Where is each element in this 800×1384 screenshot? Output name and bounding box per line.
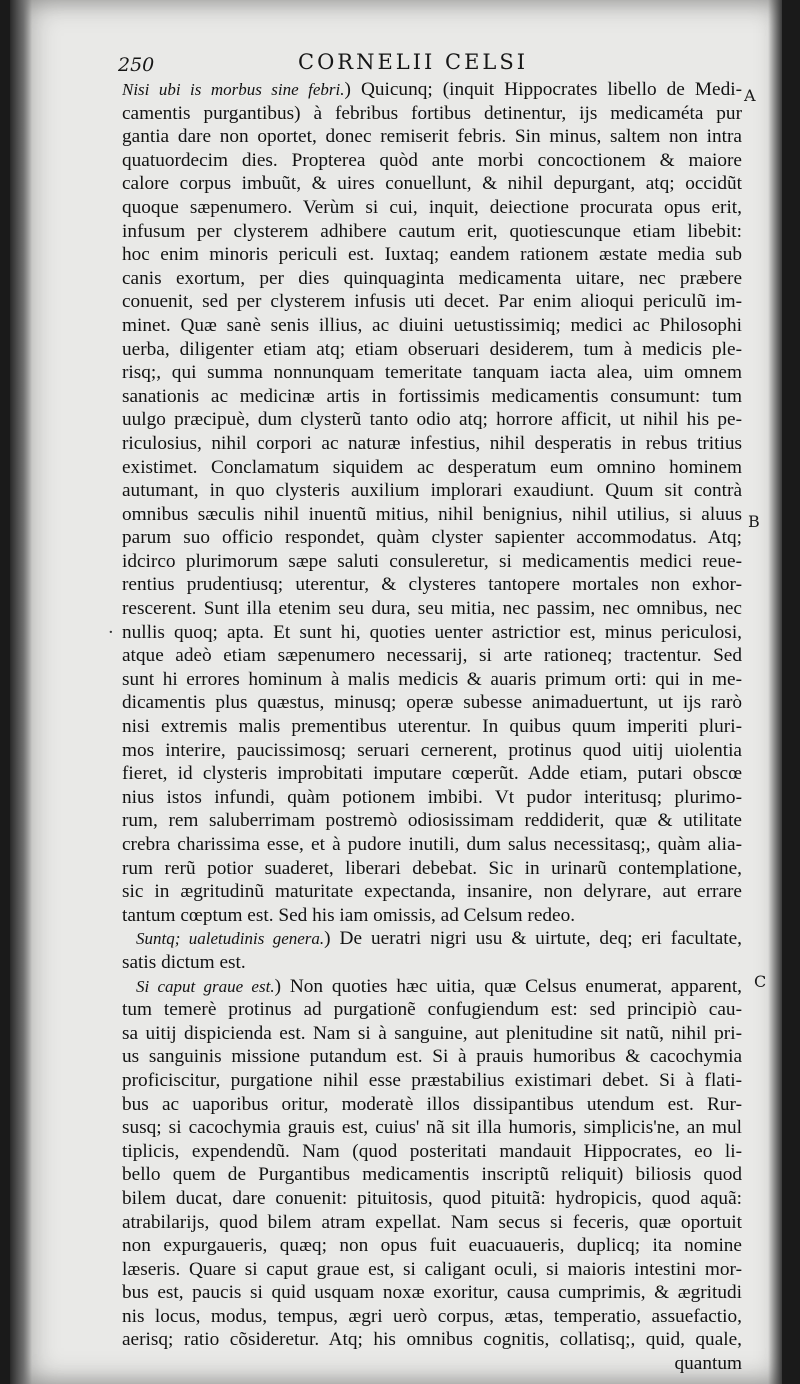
binding-gutter-shadow <box>10 0 32 1384</box>
lemma: Suntq; ualetudinis genera. <box>136 929 325 949</box>
margin-letter-c: C <box>754 972 767 991</box>
margin-letter-b: B <box>748 512 760 531</box>
text-line <box>122 503 742 527</box>
line-text: sa uitij dispicienda est. Nam si à sanguine, aut plenitudine sit natũ, nihil pri- <box>122 1022 742 1044</box>
line-text: omnibus sæculis nihil inuentũ mitius, nihil benignius, nihil utilius, si aluus <box>122 503 742 525</box>
margin-letter-a: A <box>744 86 756 105</box>
text-line <box>122 102 742 126</box>
text-line <box>122 149 742 173</box>
line-text: sunt hi errores hominum à malis medicis & auaris primum orti: qui in me- <box>122 668 742 690</box>
catchword: quantum <box>674 1353 742 1375</box>
line-text: bilem ducat, dare conuenit: pituitosis, quod pituitã: hydropicis, quod aquã: <box>122 1187 742 1209</box>
line-text: susq; si cacochymia grauis est, cuius' nã sit illa humoris, simplicis'ne, an mul <box>122 1117 742 1139</box>
line-text: existimet. Conclamatum siquidem ac desperatum eum omnino hominem <box>122 456 742 478</box>
line-text: gantia dare non oportet, donec remiserit febris. Sin minus, saltem non intra <box>122 126 742 148</box>
text-line <box>122 432 742 456</box>
line-text: minet. Quæ sanè senis illius, ac diuini uetustissimiq; medici ac Philosophi <box>122 314 742 336</box>
text-line <box>122 715 742 739</box>
line-text: sic in ægritudinũ maturitate expectanda, insanire, non delyrare, aut errare <box>122 881 742 903</box>
text-line <box>122 691 742 715</box>
line-text: canis exortum, per dies quinquaginta medicamenta uitare, nec præbere <box>122 267 742 289</box>
line-text: ) Non quoties hæc uitia, quæ Celsus enumerat, apparent, <box>274 975 742 997</box>
text-line <box>122 1140 742 1164</box>
text-line <box>122 1328 742 1352</box>
line-text: tiplicis, expendendũ. Nam (quod posteritati mandauit Hippocrates, eo li- <box>122 1140 742 1162</box>
text-line <box>122 573 742 597</box>
running-title: CORNELII CELSI <box>298 50 529 74</box>
text-line <box>122 857 742 881</box>
running-head <box>118 48 748 78</box>
text-line <box>122 951 742 975</box>
line-text: nisi extremis malis prementibus uterentur. In quibus quum imperiti pluri- <box>122 716 742 738</box>
line-text: camentis purgantibus) à febribus fortibus detinentur, ijs medicaméta pur <box>122 102 742 124</box>
line-text: sanationis ac medicinæ artis in fortissimis medicamentis consumunt: tum <box>122 385 742 407</box>
text-line <box>122 927 742 951</box>
text-line <box>122 786 742 810</box>
text-line <box>122 243 742 267</box>
text-line <box>122 220 742 244</box>
text-line <box>122 361 742 385</box>
text-line <box>122 1116 742 1140</box>
margin-mark: · <box>108 622 114 643</box>
text-line <box>122 1022 742 1046</box>
text-line <box>122 1258 742 1282</box>
line-text: fieret, id clysteris improbitati imputare cœperũt. Adde etiam, putari obscœ <box>122 763 742 785</box>
book-page <box>10 0 782 1384</box>
line-text: ) De ueratri nigri usu & uirtute, deq; eri facultate, <box>324 928 742 950</box>
line-text: nius istos infundi, quàm potionem imbibi. Vt pudor interitusq; plurimo- <box>122 786 742 808</box>
text-line <box>122 1045 742 1069</box>
line-text: læseris. Quare si caput graue est, si caligant oculi, si maioris intestini mor- <box>122 1258 742 1280</box>
line-text: atrabilarijs, quod bilem atram expellat. Nam secus si feceris, quæ oportuit <box>122 1211 742 1233</box>
line-text: idcirco plurimorum sæpe saluti consuleretur, si medicamentis medici reue- <box>122 550 742 572</box>
page-number: 250 <box>118 54 155 76</box>
text-line <box>122 479 742 503</box>
text-line <box>122 267 742 291</box>
line-text: uulgo præcipuè, dum clysterũ tanto odio atq; horrore afficit, ut nihil his pe- <box>122 409 742 431</box>
text-line <box>122 172 742 196</box>
text-line <box>122 880 742 904</box>
text-line <box>122 526 742 550</box>
line-text: bus est, paucis si quid usquam noxæ exoritur, causa cumprimis, & ægritudi <box>122 1282 742 1304</box>
line-text: bus ac uaporibus oritur, moderatè illos dissipantibus utendum est. Rur- <box>122 1093 742 1115</box>
lemma: Nisi ubi is morbus sine febri. <box>122 80 345 99</box>
line-text: rum, rem saluberrimam postremò odiosissimam reddiderit, quæ & utilitate <box>122 810 742 832</box>
line-text: nullis quoq; apta. Et sunt hi, quoties uenter astrictior est, minus periculosi, <box>122 621 742 643</box>
text-line <box>122 1234 742 1258</box>
text-line <box>122 78 742 102</box>
line-text: rescerent. Sunt illa etenim seu dura, seu mitia, nec passim, nec omnibus, nec <box>122 598 742 620</box>
text-line <box>122 762 742 786</box>
text-line <box>122 1281 742 1305</box>
line-text: rentius prudentiusq; uterentur, & clysteres tantopere mortales non exhor- <box>122 574 742 596</box>
text-line <box>122 385 742 409</box>
line-text: parum suo officio respondet, quàm clyster sapienter accommodatus. Atq; <box>122 527 742 549</box>
line-text: hoc enim minoris periculi est. Iuxtaq; eandem rationem æstate media sub <box>122 244 742 266</box>
line-text: nis locus, modus, tempus, ægri uerò corpus, ætas, temperatio, assuefactio, <box>122 1305 742 1327</box>
text-line <box>122 408 742 432</box>
line-text: risq;, qui summa nonnunquam temeritate tanquam iacta alea, uim omnem <box>122 362 742 384</box>
line-text: bello quem de Purgantibus medicamentis inscriptũ reliquit) biliosis quod <box>122 1164 742 1186</box>
text-line <box>122 338 742 362</box>
line-text: mos interire, paucissimosq; seruari cernerent, protinus quod uitij uiolentia <box>122 739 742 761</box>
line-text: calore corpus imbuũt, & uires conuellunt, & nihil depurgant, atq; occidũt <box>122 173 742 195</box>
line-text: aerisq; ratio cõsideretur. Atq; his omnibus cognitis, collatisq;, quid, quale, <box>122 1329 742 1351</box>
text-line <box>122 1305 742 1329</box>
line-text: tantum cœptum est. Sed his iam omissis, ad Celsum redeo. <box>122 904 576 926</box>
line-text: proficiscitur, purgatione nihil esse præstabilius existimari debet. Si à flati- <box>122 1069 742 1091</box>
line-text: autumant, in quo clysteris auxilium implorari exaudiunt. Quum sit contrà <box>122 480 742 502</box>
line-text: conuenit, sed per clysterem infusis uti decet. Par enim alioqui periculũ im- <box>122 291 742 313</box>
line-text: dicamentis plus quæstus, minusq; operæ subesse animaduertunt, ut ijs rarò <box>122 692 742 714</box>
line-text: atque adeò etiam sæpenumero necessarij, si arte rationeq; tractentur. Sed <box>122 645 742 667</box>
text-line <box>122 125 742 149</box>
text-line <box>122 456 742 480</box>
line-text: riculosius, nihil corpori ac naturæ infestius, nihil desperatis in rebus tritius <box>122 432 742 454</box>
text-line <box>122 1069 742 1093</box>
text-line <box>122 904 742 928</box>
line-text: us sanguinis missione putandum est. Si à prauis humoribus & cacochymia <box>122 1046 742 1068</box>
line-text: rum rerũ potior suaderet, liberari debebat. Sic in urinarũ contemplatione, <box>122 857 742 879</box>
text-line <box>122 998 742 1022</box>
page-edge-shadow <box>768 0 782 1384</box>
line-text: quoque sæpenumero. Verùm si cui, inquit, deiectione procurata opus erit, <box>122 196 742 218</box>
text-line <box>122 975 742 999</box>
text-line <box>122 739 742 763</box>
commentary-text-block <box>122 78 742 1376</box>
line-text: non expurgaueris, quæq; non opus fuit euacuaueris, duplicq; ita nomine <box>122 1235 742 1257</box>
line-text: uerba, diligenter etiam atq; etiam obseruari desiderem, tum à medicis ple- <box>122 338 742 360</box>
line-text: satis dictum est. <box>122 951 246 973</box>
line-text: tum temerè protinus ad purgationẽ confugiendum est: sed principiò cau- <box>122 999 742 1021</box>
text-line <box>122 290 742 314</box>
line-text: crebra charissima esse, et à pudore inutili, dum salus necessitasq;, quàm alia- <box>122 834 742 855</box>
text-line <box>122 644 742 668</box>
line-text: ) Quicunq; (inquit Hippocrates libello de Medi- <box>344 79 742 100</box>
lemma: Si caput graue est. <box>136 976 275 996</box>
text-line <box>122 550 742 574</box>
text-line <box>122 1163 742 1187</box>
text-line <box>122 314 742 338</box>
text-line <box>122 809 742 833</box>
line-text: quatuordecim dies. Propterea quòd ante morbi concoctionem & maiore <box>122 149 742 171</box>
text-line <box>122 621 742 645</box>
text-line <box>122 1093 742 1117</box>
text-line <box>122 196 742 220</box>
text-line <box>122 597 742 621</box>
line-text: infusum per clysterem adhibere cautum erit, quotiescunque etiam libebit: <box>122 220 742 242</box>
text-line <box>122 1187 742 1211</box>
text-line <box>122 1211 742 1235</box>
text-line <box>122 668 742 692</box>
text-line <box>122 833 742 857</box>
